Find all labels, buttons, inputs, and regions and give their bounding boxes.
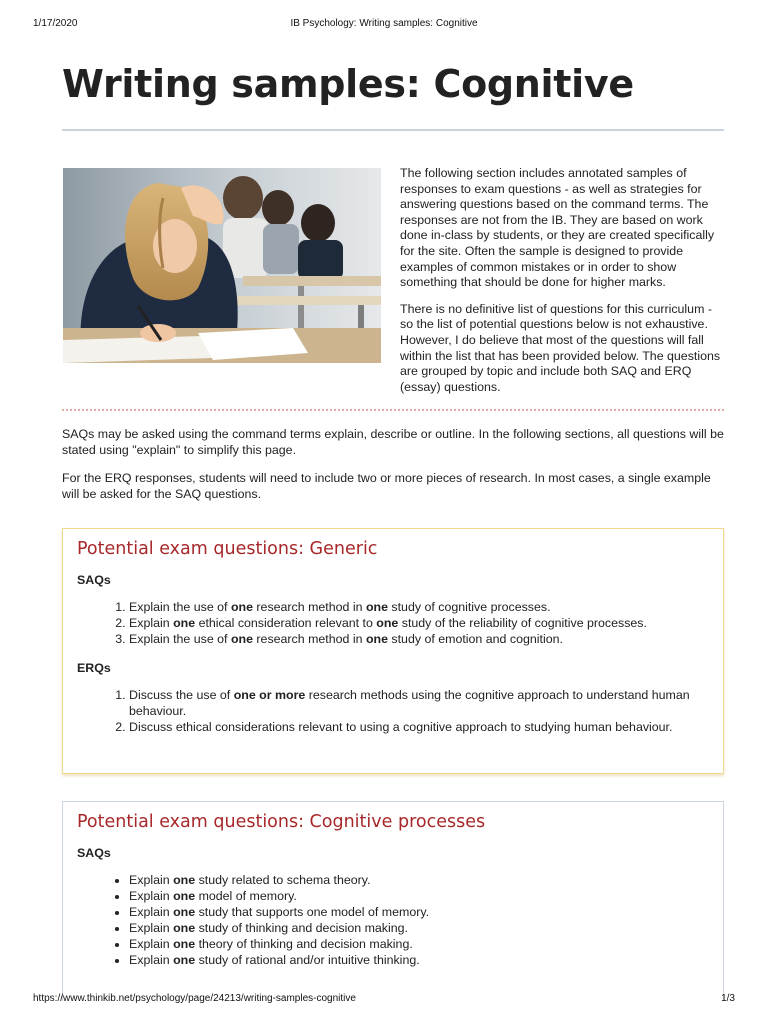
print-page-number: 1/3 <box>721 993 735 1004</box>
student-writing-exam-photo <box>63 168 381 363</box>
body-paragraph-2: For the ERQ responses, students will need to include two or more pieces of research. In most cases, a single example will be asked for the SAQ questions. <box>62 471 711 501</box>
intro-paragraph-2: There is no definitive list of questions for this curriculum - so the list of potential questions below is not exhaustive. However, I do believe that most of the questions will fall within the list that has been provided below. The questions are grouped by topic and include both SAQ and ERQ (essay) questions. <box>400 301 721 394</box>
title-divider <box>62 129 724 131</box>
cognitive-saq-list <box>77 872 709 968</box>
question-item: 3. Explain the use of one research method in one study of emotion and cognition. <box>129 631 709 647</box>
generic-heading: Potential exam questions: Generic <box>77 539 378 559</box>
print-date: 1/17/2020 <box>33 18 78 29</box>
generic-questions-box <box>62 528 724 774</box>
print-doc-title: IB Psychology: Writing samples: Cognitive <box>290 18 478 29</box>
question-item: • Explain one model of memory. <box>129 888 709 904</box>
generic-erq-heading: ERQs <box>77 661 111 675</box>
cognitive-heading: Potential exam questions: Cognitive processes <box>77 812 486 832</box>
question-item: • Explain one theory of thinking and decision making. <box>129 936 709 952</box>
intro-paragraph-1: The following section includes annotated samples of responses to exam questions - as well as strategies for answering questions based on the command terms. The responses are not from the IB. They are based on work done in-class by students, or they are created specifically for the site. Often the sample is designed to provide examples of common mistakes or in order to show something that should be done for higher marks. <box>400 166 715 290</box>
dotted-divider <box>62 409 724 411</box>
body-text <box>62 427 726 515</box>
cognitive-processes-box <box>62 801 724 1001</box>
question-item: • Explain one study related to schema theory. <box>129 872 709 888</box>
generic-erq-list <box>77 687 709 735</box>
question-item: 1. Explain the use of one research method in one study of cognitive processes. <box>129 599 709 615</box>
print-url: https://www.thinkib.net/psychology/page/24213/writing-samples-cognitive <box>33 993 356 1004</box>
generic-saq-list <box>77 599 709 647</box>
body-paragraph-1: SAQs may be asked using the command terms explain, describe or outline. In the following sections, all questions will be stated using "explain" to simplify this page. <box>62 427 724 457</box>
generic-saq-heading: SAQs <box>77 573 111 587</box>
question-item: • Explain one study that supports one model of memory. <box>129 904 709 920</box>
question-item: 2. Discuss ethical considerations relevant to using a cognitive approach to studying human behaviour. <box>129 719 709 735</box>
question-item: 1. Discuss the use of one or more research methods using the cognitive approach to understand human behaviour. <box>129 687 709 719</box>
question-item: • Explain one study of rational and/or intuitive thinking. <box>129 952 709 968</box>
page-title: Writing samples: Cognitive <box>62 62 634 106</box>
intro-text <box>400 166 728 406</box>
question-item: • Explain one study of thinking and decision making. <box>129 920 709 936</box>
question-item: 2. Explain one ethical consideration relevant to one study of the reliability of cognitive processes. <box>129 615 709 631</box>
cognitive-saq-heading: SAQs <box>77 846 111 860</box>
